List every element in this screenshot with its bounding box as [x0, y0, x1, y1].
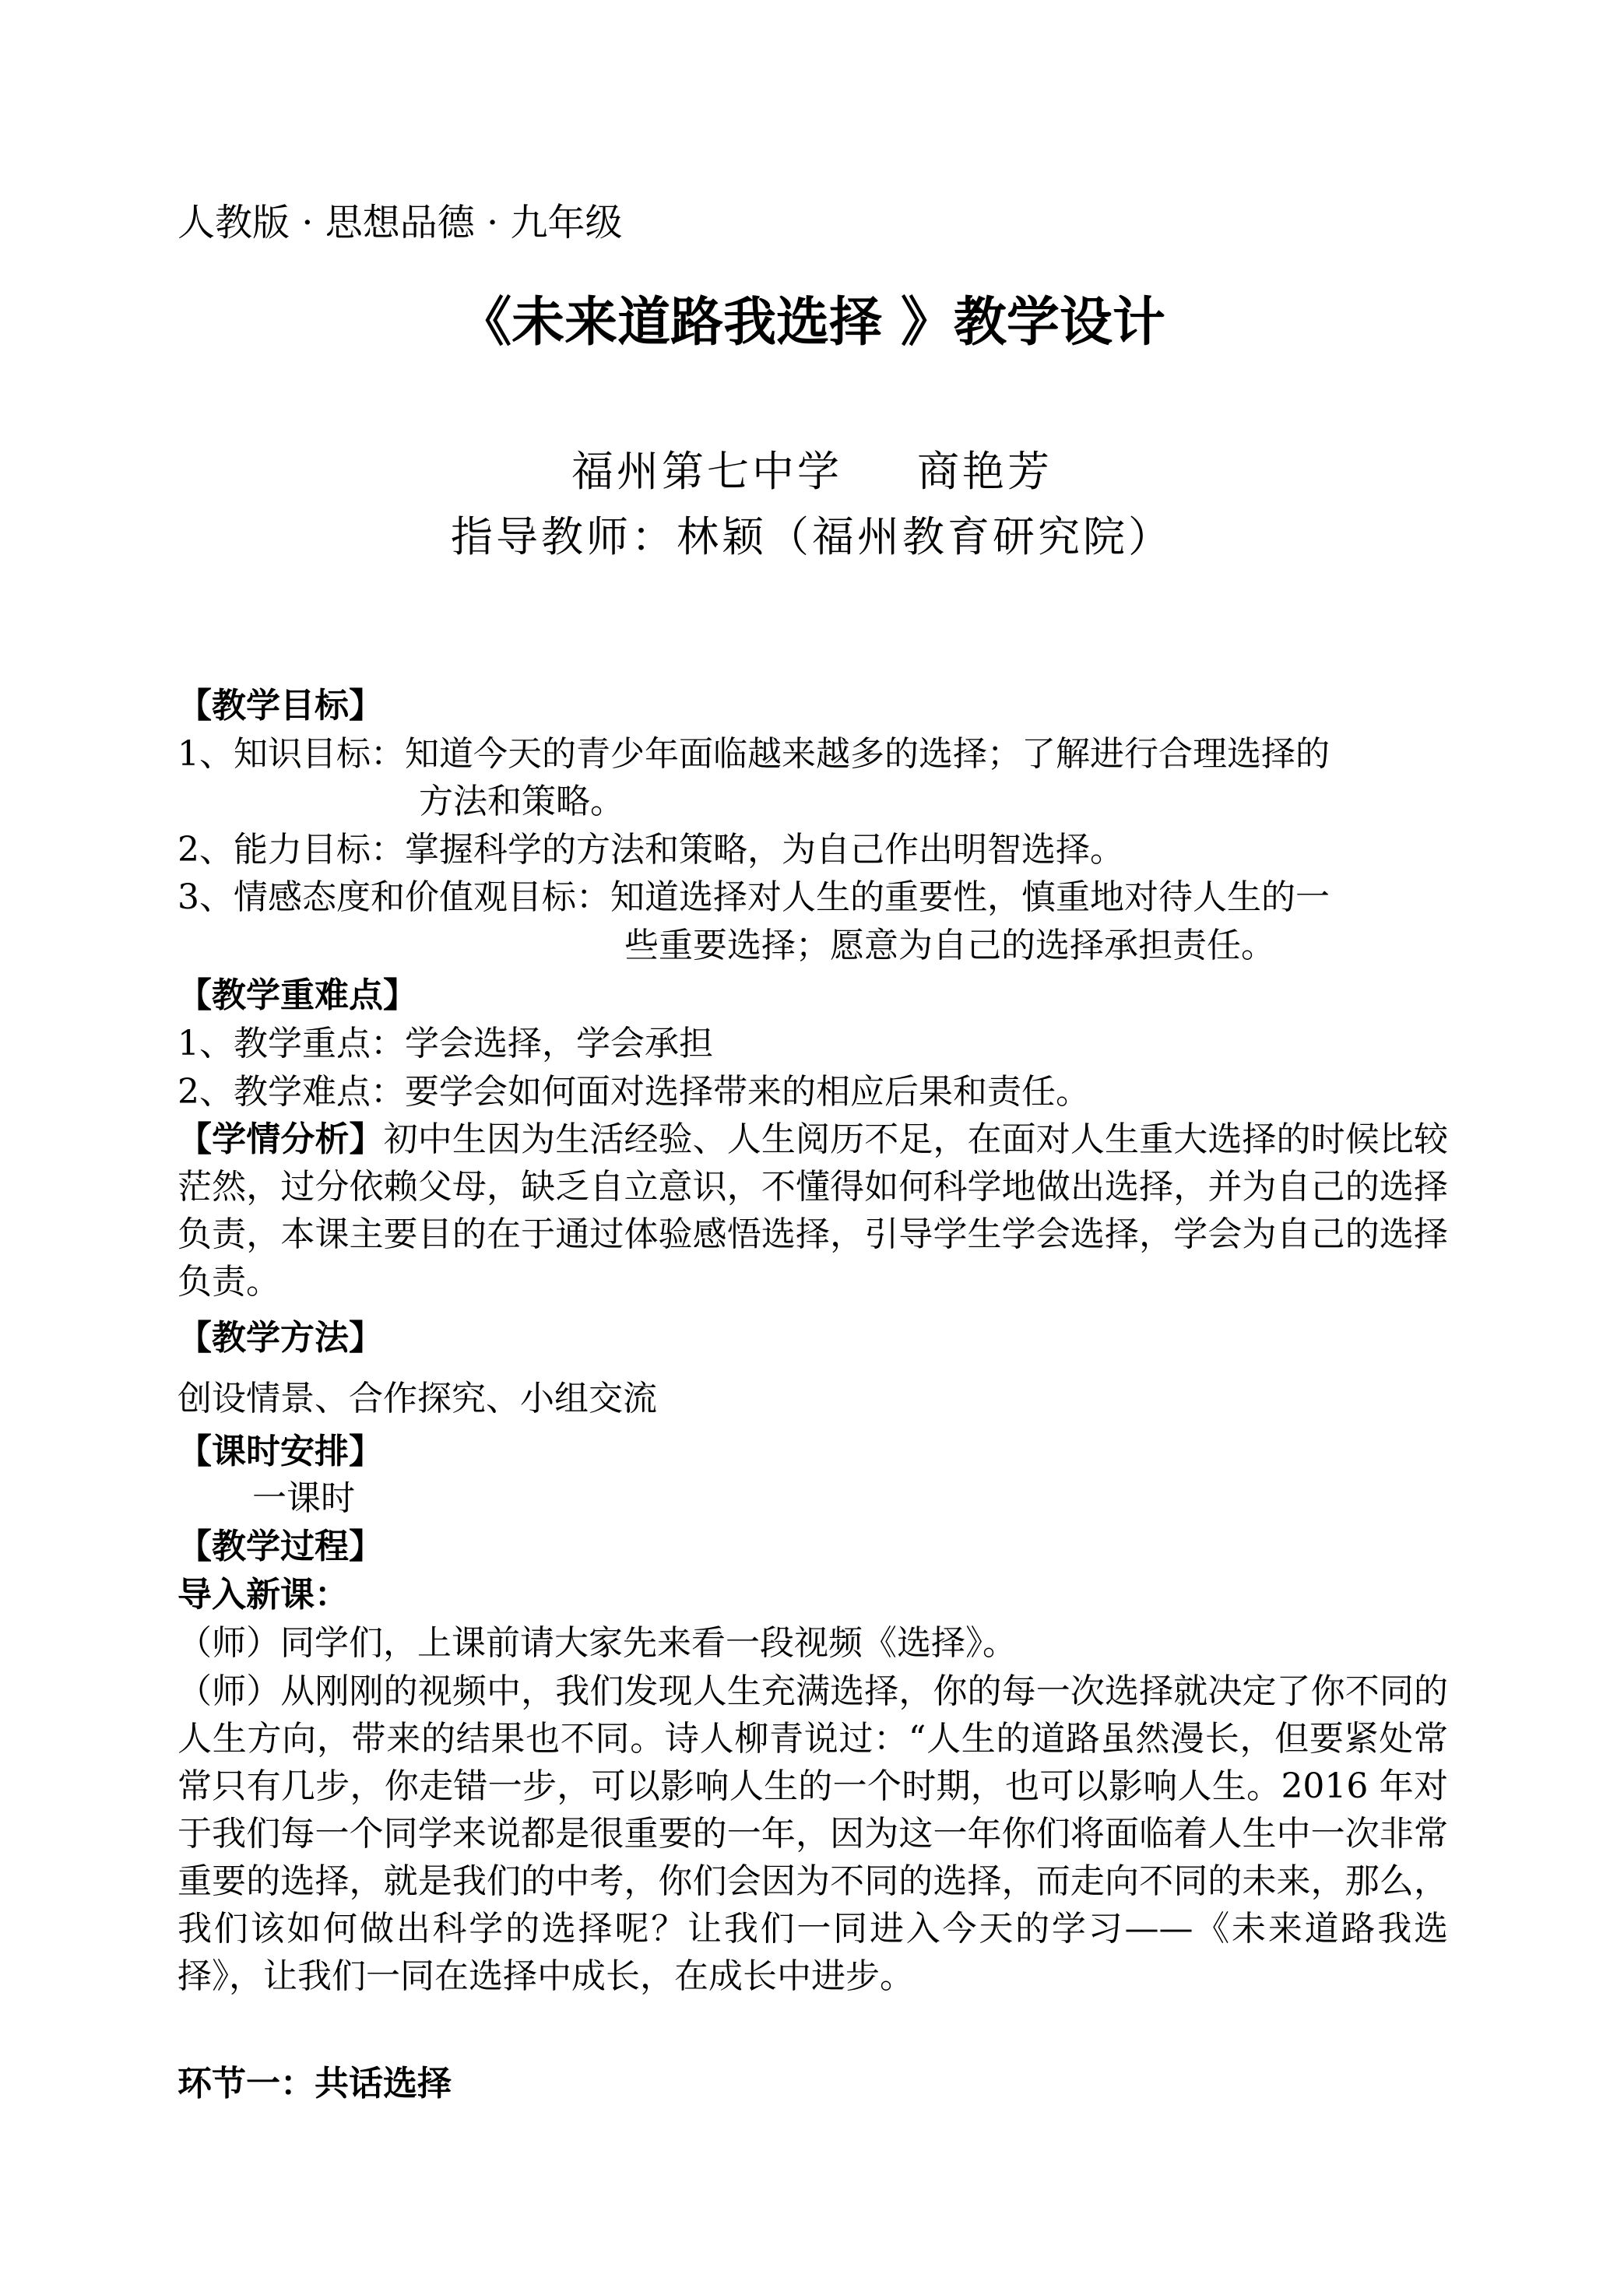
school-name: 福州第七中学 — [571, 447, 842, 496]
analysis-heading: 【学情分析】 — [178, 1119, 384, 1159]
intro-heading: 导入新课： — [178, 1575, 349, 1615]
author-line — [0, 444, 1624, 500]
objective-ability: 2、能力目标：掌握科学的方法和策略，为自己作出明智选择。 — [178, 830, 1124, 870]
objectives-heading: 【教学目标】 — [178, 686, 383, 726]
objective-knowledge-line1: 1、知识目标：知道今天的青少年面临越来越多的选择；了解进行合理选择的 — [178, 734, 1330, 774]
objective-attitude-line1: 3、情感态度和价值观目标：知道选择对人生的重要性，慎重地对待人生的一 — [178, 877, 1330, 917]
objective-knowledge-line2: 方法和策略。 — [419, 782, 624, 821]
section-one-heading: 环节一：共话选择 — [178, 2064, 452, 2103]
page-title: 《未来道路我选择 》教学设计 — [459, 292, 1165, 353]
objective-attitude-line2: 些重要选择；愿意为自己的选择承担责任。 — [624, 926, 1275, 965]
author-name: 商艳芳 — [917, 447, 1053, 496]
advisor-line: 指导教师：林颖（福州教育研究院） — [451, 512, 1173, 561]
intro-paragraph-2: （师）从刚刚的视频中，我们发现人生充满选择，你的每一次选择就决定了你不同的人生方向，带来的结果也不同。诗人柳青说过：“人生的道路虽然漫长，但要紧处常常只有几步，你走错一步，可以影响人生的一个时期，也可以影响人生。2016 年对于我们每一个同学来说都是很重要的一年，因为这一年你们将面临着人生中一次非常重要的选择，就是我们的中考，你们会因为不同的选择，而走向不同的未来，那么，我们该如何做出科学的选择呢？让我们一同进入今天的学习——《未来道路我选择》，让我们一同在选择中成长，在成长中进步。 — [178, 1671, 1448, 1996]
methods-heading: 【教学方法】 — [178, 1318, 383, 1358]
schedule-text: 一课时 — [252, 1478, 355, 1518]
key-point-difficulty: 2、教学难点：要学会如何面对选择带来的相应后果和责任。 — [178, 1072, 1090, 1112]
intro-paragraph-1: （师）同学们，上课前请大家先来看一段视频《选择》。 — [178, 1623, 1017, 1663]
methods-text: 创设情景、合作探究、小组交流 — [178, 1379, 657, 1418]
analysis-text: 初中生因为生活经验、人生阅历不足，在面对人生重大选择的时候比较茫然，过分依赖父母，缺乏自立意识，不懂得如何科学地做出选择，并为自己的选择负责，本课主要目的在于通过体验感悟选择，引导学生学会选择，学会为自己的选择负责。 — [178, 1119, 1449, 1302]
key-points-heading: 【教学重难点】 — [178, 975, 417, 1015]
process-heading: 【教学过程】 — [178, 1527, 383, 1566]
subject-line: 人教版 · 思想品德 · 九年级 — [178, 201, 623, 244]
key-point-focus: 1、教学重点：学会选择，学会承担 — [178, 1024, 713, 1063]
schedule-heading: 【课时安排】 — [178, 1432, 383, 1471]
analysis-paragraph — [178, 1116, 1448, 1306]
